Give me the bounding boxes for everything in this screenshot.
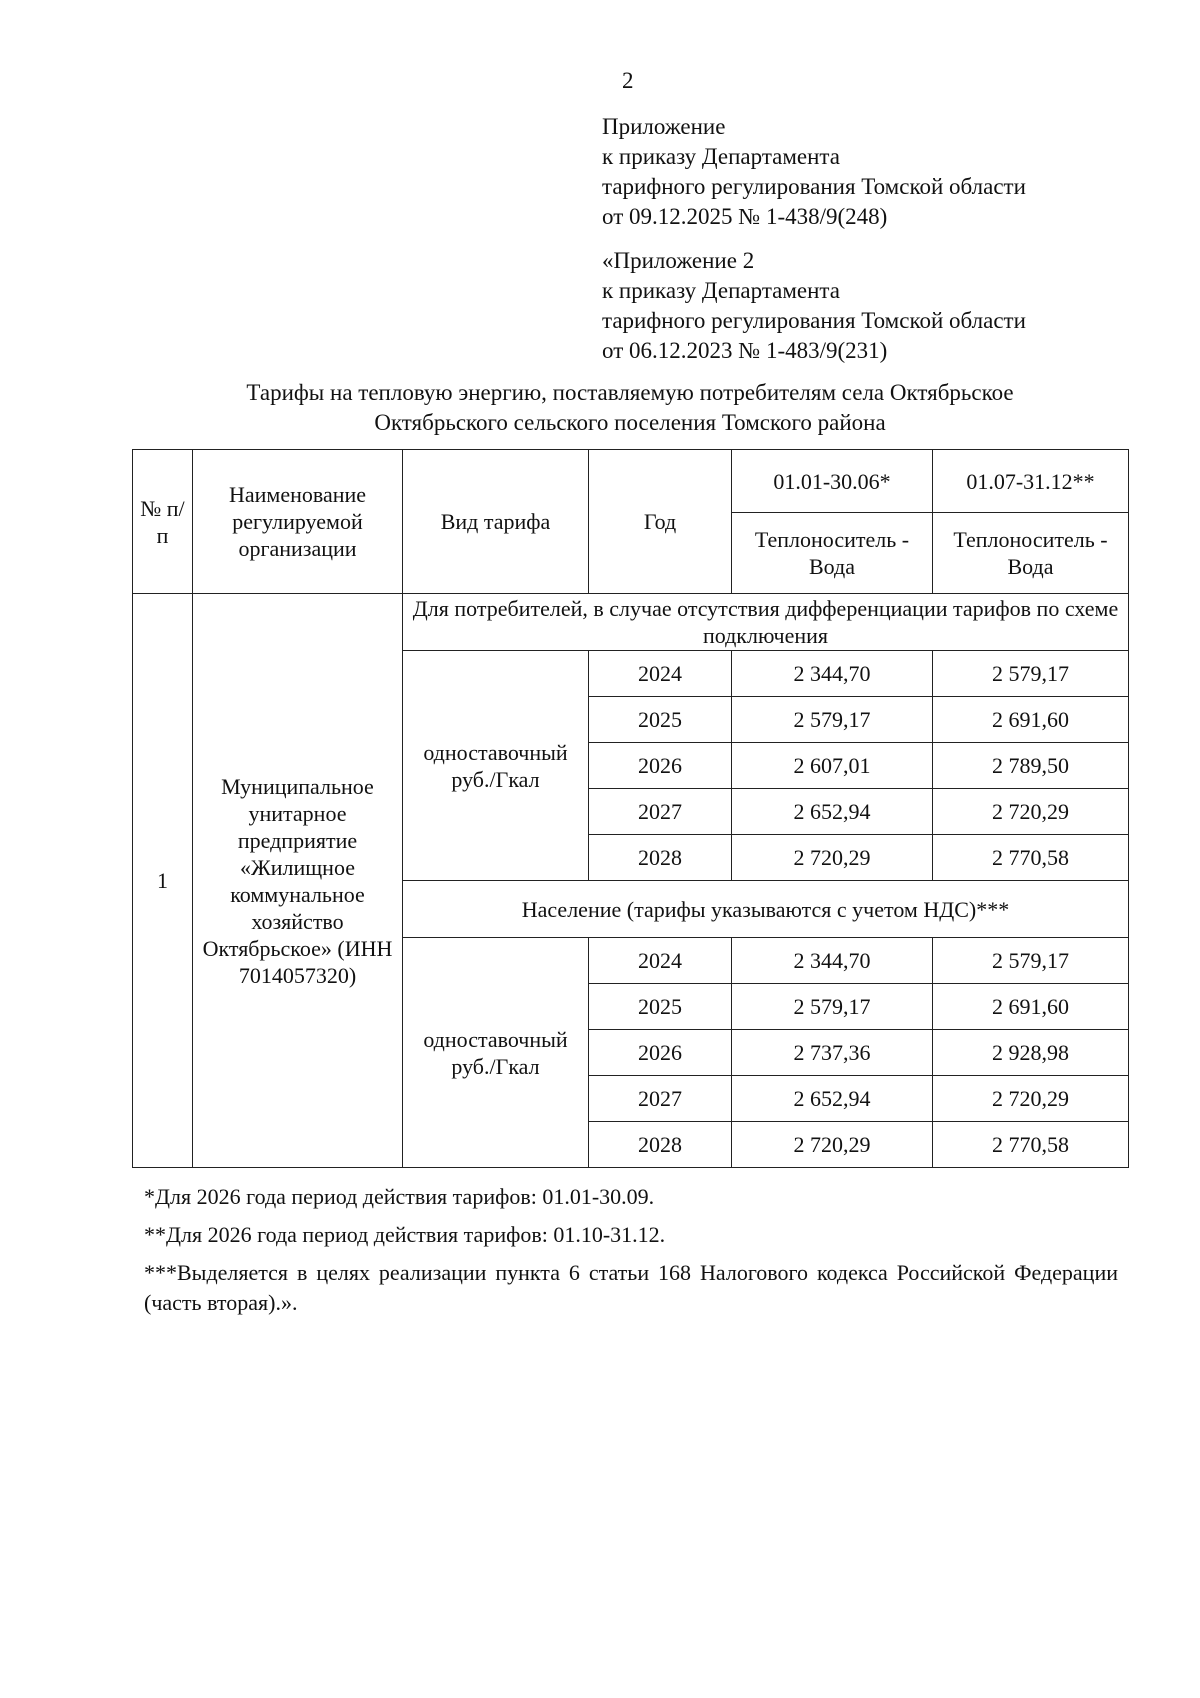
value-cell: 2 691,60 <box>933 697 1129 743</box>
tariff-table <box>132 449 1129 1168</box>
annex-line: тарифного регулирования Томской области <box>602 174 1026 199</box>
annex2-header <box>602 246 1026 366</box>
annex-line: Приложение <box>602 114 726 139</box>
value-cell: 2 720,29 <box>732 835 933 881</box>
annex-line: от 09.12.2025 № 1-438/9(248) <box>602 204 888 229</box>
year-cell: 2026 <box>589 743 732 789</box>
value-cell: 2 720,29 <box>933 789 1129 835</box>
document-title <box>132 378 1128 438</box>
annex-line: к приказу Департамента <box>602 144 840 169</box>
year-cell: 2024 <box>589 651 732 697</box>
year-cell: 2024 <box>589 938 732 984</box>
value-cell: 2 579,17 <box>732 984 933 1030</box>
value-cell: 2 737,36 <box>732 1030 933 1076</box>
value-cell: 2 652,94 <box>732 789 933 835</box>
year-cell: 2027 <box>589 789 732 835</box>
value-cell: 2 691,60 <box>933 984 1129 1030</box>
section-row <box>133 594 1129 651</box>
footnote: ***Выделяется в целях реализации пункта 6 статьи 168 Налогового кодекса Российской Федерации (часть вторая).». <box>144 1260 1118 1315</box>
value-cell: 2 652,94 <box>732 1076 933 1122</box>
header-year: Год <box>589 450 732 594</box>
header-period-2: 01.07-31.12** <box>933 450 1129 513</box>
value-cell: 2 607,01 <box>732 743 933 789</box>
value-cell: 2 720,29 <box>732 1122 933 1168</box>
tariff-type-cell: одноставочный руб./Гкал <box>403 938 589 1168</box>
section-title: Для потребителей, в случае отсутствия дифференциации тарифов по схеме подключения <box>403 594 1129 651</box>
value-cell: 2 720,29 <box>933 1076 1129 1122</box>
organization-name: Муниципальное унитарное предприятие «Жилищное коммунальное хозяйство Октябрьское» (ИНН 7014057320) <box>193 594 403 1168</box>
year-cell: 2027 <box>589 1076 732 1122</box>
header-tariff-type: Вид тарифа <box>403 450 589 594</box>
header-org: Наименование регулируемой организации <box>193 450 403 594</box>
annex2-line: «Приложение 2 <box>602 248 755 273</box>
year-cell: 2028 <box>589 1122 732 1168</box>
annex2-line: к приказу Департамента <box>602 278 840 303</box>
value-cell: 2 579,17 <box>933 938 1129 984</box>
value-cell: 2 770,58 <box>933 1122 1129 1168</box>
year-cell: 2028 <box>589 835 732 881</box>
footnotes <box>144 1182 1118 1326</box>
header-carrier-2: Теплоноситель - Вода <box>933 513 1129 594</box>
footnote: *Для 2026 года период действия тарифов: 01.01-30.09. <box>144 1184 655 1209</box>
year-cell: 2026 <box>589 1030 732 1076</box>
footnote: **Для 2026 года период действия тарифов: 01.10-31.12. <box>144 1222 666 1247</box>
header-period-1: 01.01-30.06* <box>732 450 933 513</box>
value-cell: 2 344,70 <box>732 651 933 697</box>
section-title: Население (тарифы указываются с учетом НДС)*** <box>403 881 1129 938</box>
value-cell: 2 579,17 <box>732 697 933 743</box>
value-cell: 2 579,17 <box>933 651 1129 697</box>
value-cell: 2 344,70 <box>732 938 933 984</box>
title-line: Тарифы на тепловую энергию, поставляемую потребителям села Октябрьское <box>246 380 1014 405</box>
header-carrier-1: Теплоноситель - Вода <box>732 513 933 594</box>
annex2-line: от 06.12.2023 № 1-483/9(231) <box>602 338 888 363</box>
value-cell: 2 770,58 <box>933 835 1129 881</box>
table-header-row <box>133 450 1129 513</box>
value-cell: 2 789,50 <box>933 743 1129 789</box>
value-cell: 2 928,98 <box>933 1030 1129 1076</box>
page-number: 2 <box>622 68 634 93</box>
header-num: № п/п <box>133 450 193 594</box>
row-number: 1 <box>133 594 193 1168</box>
annex-header <box>602 112 1026 232</box>
title-line: Октябрьского сельского поселения Томского района <box>374 410 886 435</box>
annex2-line: тарифного регулирования Томской области <box>602 308 1026 333</box>
tariff-type-cell: одноставочный руб./Гкал <box>403 651 589 881</box>
year-cell: 2025 <box>589 697 732 743</box>
year-cell: 2025 <box>589 984 732 1030</box>
